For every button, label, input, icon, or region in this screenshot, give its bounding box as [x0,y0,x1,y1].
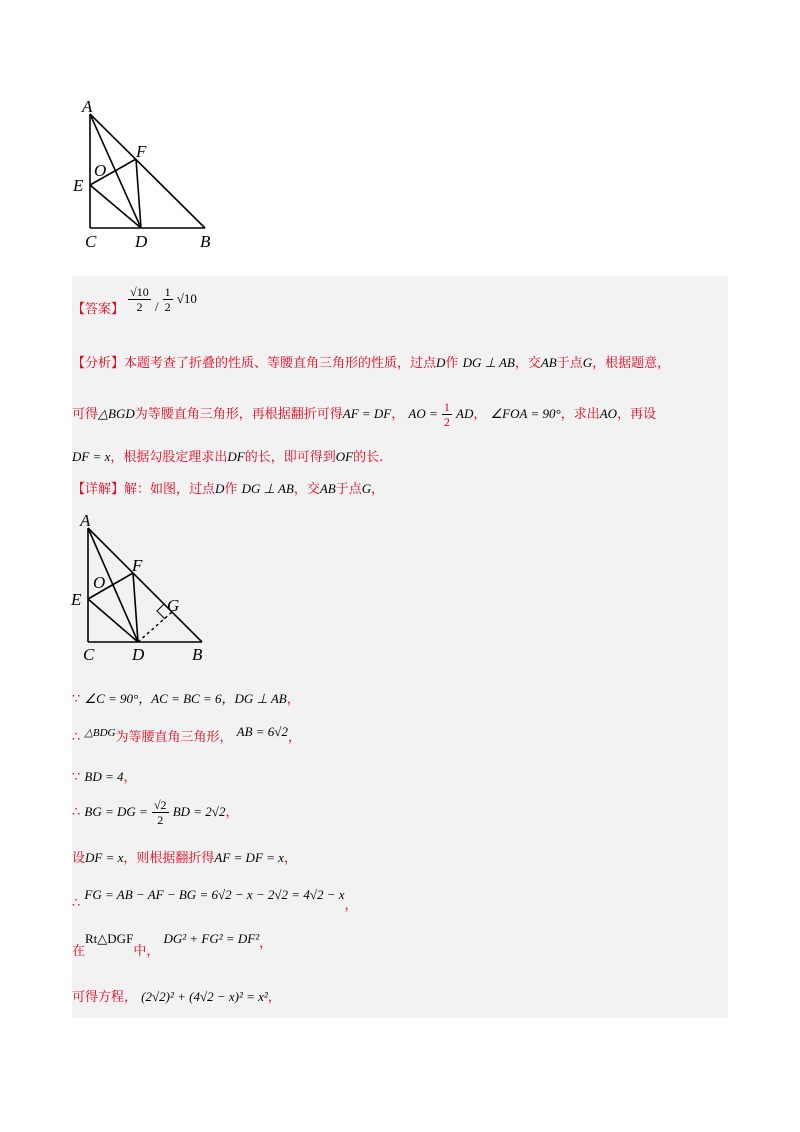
label-E2: E [71,590,82,609]
answer-fraction-2: $\frac{1}{2}$ [164,285,171,314]
label-B: B [200,232,211,251]
detail-label: 【详解】 [72,482,125,497]
triangle-figure-with-g [68,510,228,670]
analysis-label: 【分析】 [72,356,125,371]
label-F: F [136,142,147,161]
label-A: A [82,97,93,116]
label-O: O [94,161,107,180]
step-2: ∴ $^{\triangle BDG}$为等腰直角三角形， AB = 6√2， [72,724,301,745]
step-6: ∴ FG = AB − AF − BG = 6√2 − x − 2√2 = 4√2 − x， [72,887,358,913]
step-5: 设DF = x，则根据翻折得AF = DF = x， [72,850,297,866]
answer-label: 【答案】 [72,302,125,317]
label-D2: D [132,645,145,664]
triangle-figure-top [68,92,228,252]
label-E: E [73,176,84,195]
step-1: ∵ ∠C = 90°，AC = BC = 6，DG ⊥ AB， [72,691,300,707]
step-7: 在Rt△DGF中， DG² + FG² = DF²， [72,931,273,959]
label-B2: B [192,645,203,664]
detail-line-1: 【详解】解：如图，过点D作 DG ⊥ AB，交AB于点G， [72,481,385,497]
label-G2: G [167,596,180,615]
label-D: D [135,232,148,251]
step-4: ∴ BG = DG = $\frac{√2}{2}$ BD = 2√2， [72,798,239,827]
label-O2: O [93,573,106,592]
analysis-line-3: DF = x，根据勾股定理求出DF的长，即可得到OF的长. [72,449,384,465]
answer-line: 【答案】 $\frac{√10}{2}$ / $\frac{1}{2}$ √10 [72,285,197,317]
label-C2: C [83,645,95,664]
label-F2: F [132,556,143,575]
answer-fraction: $\frac{√10}{2}$ [130,285,149,314]
step-8: 可得方程， (2√2)² + (4√2 − x)² = x²， [72,989,281,1005]
analysis-line-2: 可得△BGD为等腰直角三角形，再根据翻折可得AF = DF， AO = $\frac{1}{2}$ AD， ∠FOA = 90°，求出AO，再设 [72,400,657,429]
label-A2: A [80,511,91,530]
label-C: C [85,232,97,251]
step-3: ∵ BD = 4， [72,769,137,785]
analysis-line-1: 【分析】本题考查了折叠的性质、等腰直角三角形的性质，过点D作 DG ⊥ AB，交AB于点G，根据题意， [72,355,671,371]
